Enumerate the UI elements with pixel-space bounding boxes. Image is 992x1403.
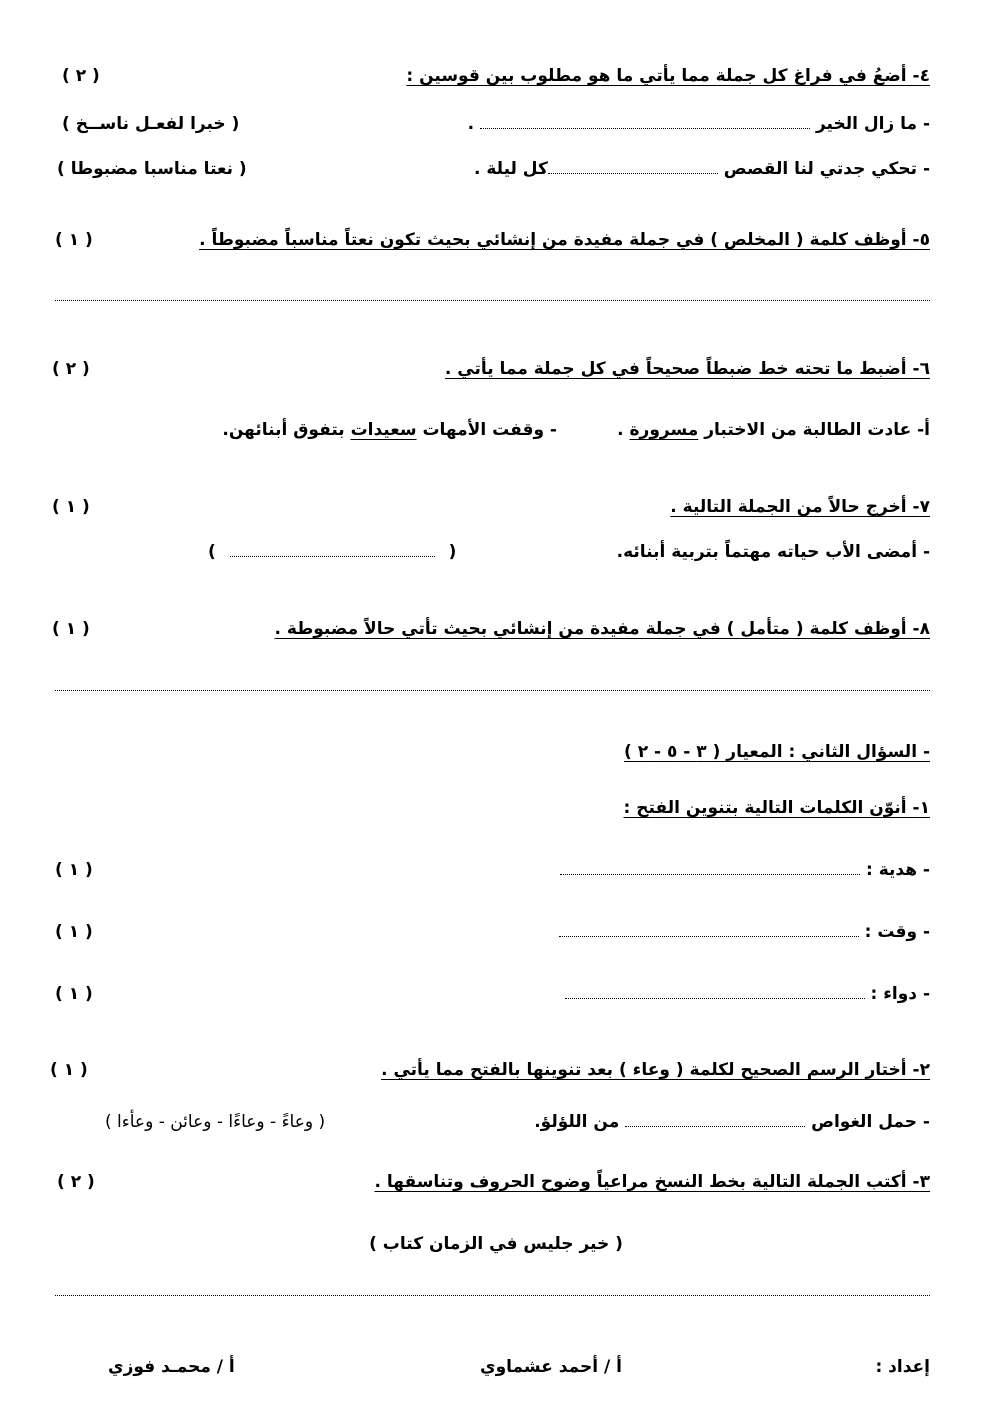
s1-item-1-mark: ( ١ ): [55, 860, 93, 880]
q4-item-b-end: كل ليلة .: [473, 159, 548, 179]
q7-close-paren: ): [208, 542, 216, 562]
q8-title-text: ٨- أوظف كلمة ( متأمل ) في جملة مفيدة من إنشائي بحيث تأتي حالاً مضبوطة .: [274, 619, 930, 639]
q5-title: [199, 228, 930, 252]
q5-title-text: ٥- أوظف كلمة ( المخلص ) في جملة مفيدة من إنشائي بحيث تكون نعتاً مناسباً مضبوطاً .: [199, 230, 930, 250]
q4-item-a-blank[interactable]: [480, 114, 810, 129]
q8-answer-line[interactable]: [55, 690, 930, 691]
q7-open-paren: (: [448, 542, 457, 562]
q6-b-post: بتفوق أبنائهن.: [222, 420, 345, 440]
q8-title: [275, 617, 930, 641]
s2-sentence-post: من اللؤلؤ.: [534, 1112, 620, 1132]
footer-author2: أ / محمـد فوزي: [108, 1357, 235, 1377]
s2-title-text: ٢- أختار الرسم الصحيح لكلمة ( وعاء ) بعد تنوينها بالفتح مما يأتي .: [381, 1060, 930, 1080]
q6-title-text: ٦- أضبط ما تحته خط ضبطاً صحيحاً في كل جملة مما يأتي .: [444, 359, 930, 379]
s1-item-2-mark: ( ١ ): [55, 922, 93, 942]
s1-item-2: [559, 920, 930, 944]
q6-a-word: مسرورة: [629, 420, 699, 440]
s3-answer-line[interactable]: [55, 1295, 930, 1296]
s1-title-text: ١- أنوّن الكلمات التالية بتنوين الفتح :: [623, 798, 930, 818]
s1-item-1: [560, 858, 930, 882]
q7-answer-box: [208, 540, 456, 564]
section2-title: [624, 740, 930, 764]
s3-title-text: ٣- أكتب الجملة التالية بخط النسخ مراعياً وضوح الحروف وتناسقها .: [374, 1172, 930, 1192]
s2-answer-blank[interactable]: [625, 1112, 805, 1127]
q7-answer-blank[interactable]: [230, 542, 435, 557]
q4-item-b-text: - تحكي جدتي لنا القصص: [723, 159, 930, 179]
q6-title: [445, 357, 930, 381]
footer-author1: أ / أحمد عشماوي: [480, 1357, 622, 1377]
q6-a-post: .: [617, 420, 624, 440]
q4-item-a: [468, 112, 930, 136]
q6-a-pre: أ- عادت الطالبة من الاختبار: [704, 420, 930, 440]
q8-mark: ( ١ ): [52, 619, 90, 639]
q7-sentence: - أمضى الأب حياته مهتماً بتربية أبنائه.: [616, 542, 930, 562]
q6-b-word: سعيدات: [350, 420, 417, 440]
q4-item-b: [474, 157, 930, 181]
q6-b-pre: - وقفت الأمهات: [422, 420, 557, 440]
s2-title: [381, 1058, 930, 1082]
s3-title: [374, 1170, 930, 1194]
s1-item-1-blank[interactable]: [560, 860, 860, 875]
s1-item-3-label: - دواء :: [870, 984, 930, 1004]
s2-sentence: [534, 1110, 930, 1134]
q6-mark: ( ٢ ): [52, 359, 90, 379]
q5-mark: ( ١ ): [55, 230, 93, 250]
q6-sentence-a: [617, 418, 930, 442]
s1-title: [624, 796, 930, 820]
s2-sentence-pre: - حمل الغواص: [811, 1112, 930, 1132]
s1-item-3: [565, 982, 930, 1006]
footer-prepared: إعداد :: [875, 1357, 930, 1377]
s1-item-3-blank[interactable]: [565, 984, 865, 999]
s1-item-1-label: - هدية :: [866, 860, 930, 880]
q4-item-b-blank[interactable]: [548, 159, 718, 174]
s2-options: ( وعاءً - وعاءًا - وعائن - وعأءا ): [105, 1112, 326, 1132]
q4-item-a-text: - ما زال الخير: [815, 114, 930, 134]
q4-title-text: ٤- أضعُ في فراغ كل جملة مما يأتي ما هو مطلوب بين قوسين :: [406, 66, 930, 86]
s3-phrase: ( خير جليس في الزمان كتاب ): [369, 1234, 623, 1254]
q4-item-b-hint: ( نعتا مناسبا مضبوطا ): [57, 159, 247, 179]
s3-mark: ( ٢ ): [57, 1172, 95, 1192]
s2-mark: ( ١ ): [50, 1060, 88, 1080]
q4-mark: ( ٢ ): [62, 66, 100, 86]
q4-item-a-end: .: [467, 114, 475, 134]
s1-item-3-mark: ( ١ ): [55, 984, 93, 1004]
q4-item-a-hint: ( خبرا لفعـل ناســخ ): [62, 114, 240, 134]
s1-item-2-blank[interactable]: [559, 922, 859, 937]
section2-title-text: - السؤال الثاني : المعيار ( ٣ - ٥ - ٢ ): [624, 742, 930, 762]
q5-answer-line[interactable]: [55, 300, 930, 301]
q7-title: [670, 495, 930, 519]
q7-title-text: ٧- أخرج حالاً من الجملة التالية .: [670, 497, 930, 517]
q6-sentence-b: [222, 418, 557, 442]
q7-mark: ( ١ ): [52, 497, 90, 517]
q4-title: [406, 64, 930, 88]
s1-item-2-label: - وقت :: [864, 922, 930, 942]
